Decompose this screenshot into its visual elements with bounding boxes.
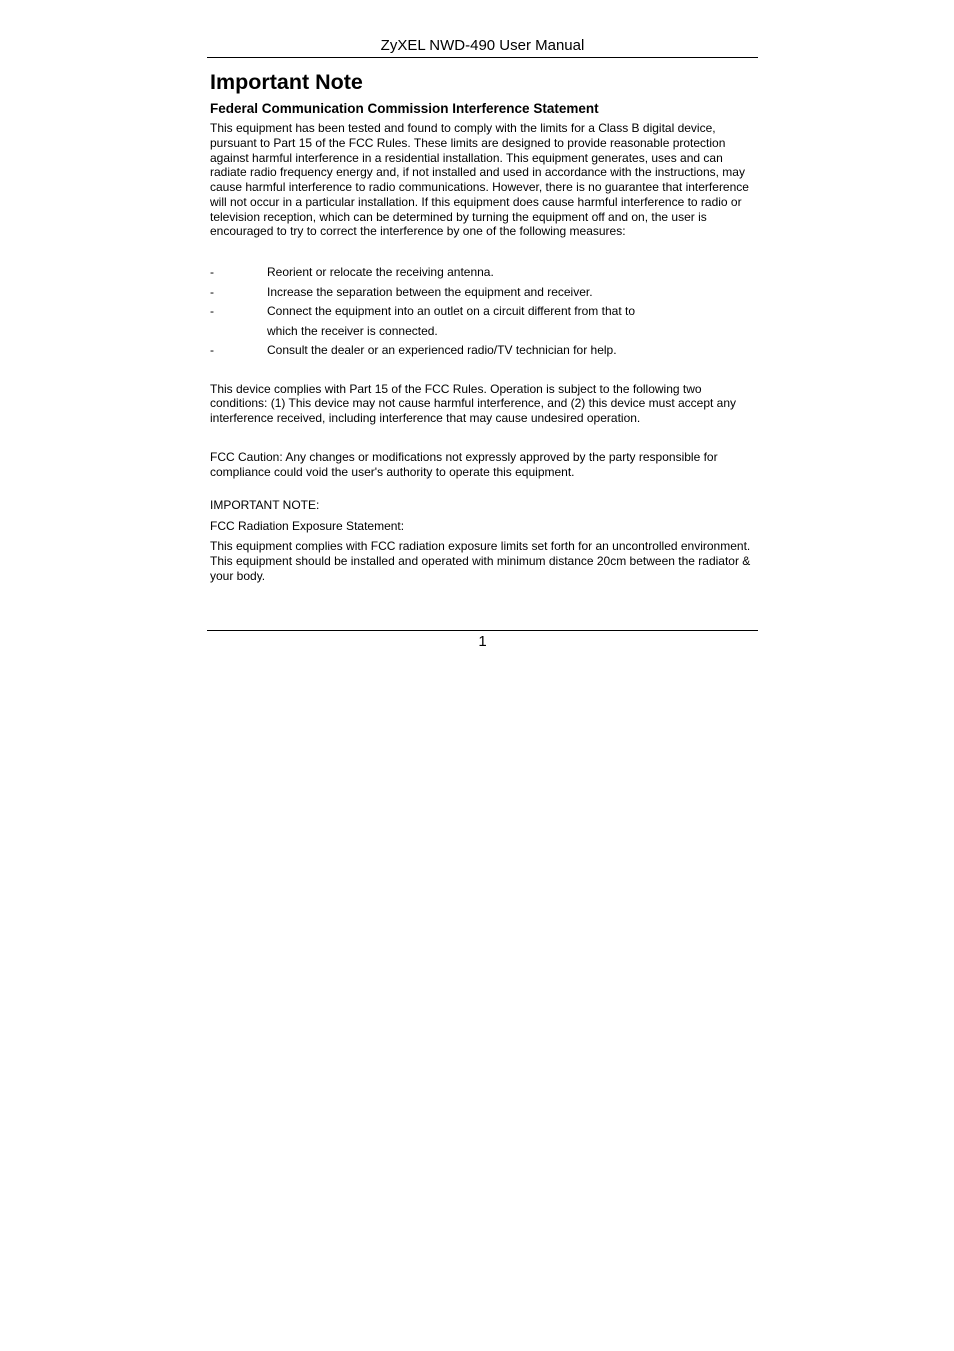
- page-number: 1: [207, 630, 758, 652]
- list-item-text: Connect the equipment into an outlet on a circuit different from that to which the receiver is connected.: [267, 304, 635, 338]
- page-title: Important Note: [210, 70, 363, 94]
- radiation-statement-label: FCC Radiation Exposure Statement:: [210, 519, 405, 534]
- measures-list: [210, 263, 756, 361]
- section-heading: Federal Communication Commission Interference Statement: [210, 101, 599, 116]
- important-note-label: IMPORTANT NOTE:: [210, 498, 320, 513]
- list-item: [210, 302, 756, 341]
- list-bullet: -: [210, 304, 214, 318]
- list-item-text: Increase the separation between the equipment and receiver.: [267, 284, 593, 299]
- list-bullet: -: [210, 265, 214, 279]
- radiation-exposure-paragraph: This equipment complies with FCC radiation exposure limits set forth for an uncontrolled environment. This equipment should be installed and operated with minimum distance 20cm between the radiator & your body.: [210, 539, 751, 583]
- fcc-caution-paragraph: FCC Caution: Any changes or modifications not expressly approved by the party responsible for compliance could void the user's authority to operate this equipment.: [210, 449, 718, 479]
- part15-compliance-paragraph: This device complies with Part 15 of the FCC Rules. Operation is subject to the following two conditions: (1) This device may not cause harmful interference, and (2) this device must accept any interference received, including interference that may cause undesired operation.: [210, 381, 737, 425]
- list-item-text: Consult the dealer or an experienced radio/TV technician for help.: [267, 343, 617, 357]
- fcc-interference-paragraph: This equipment has been tested and found to comply with the limits for a Class B digital device, pursuant to Part 15 of the FCC Rules. These limits are designed to provide reasonable protection against harmful interference in a residential installation. This equipment generates, uses and can radiate radio frequency energy and, if not installed and used in accordance with the instructions, may cause harmful interference to radio communications. However, there is no guarantee that interference will not occur in a particular installation. If this equipment does cause harmful interference to radio or television reception, which can be determined by turning the equipment off and on, the user is encouraged to try to correct the interference by one of the following measures:: [210, 121, 749, 239]
- list-item-text: Reorient or relocate the receiving antenna.: [267, 265, 494, 279]
- list-item: [210, 283, 756, 303]
- running-header: ZyXEL NWD-490 User Manual: [207, 36, 758, 58]
- list-item: [210, 263, 756, 283]
- list-item: [210, 341, 756, 361]
- list-bullet: -: [210, 284, 214, 299]
- document-body: [210, 68, 756, 584]
- list-bullet: -: [210, 343, 214, 357]
